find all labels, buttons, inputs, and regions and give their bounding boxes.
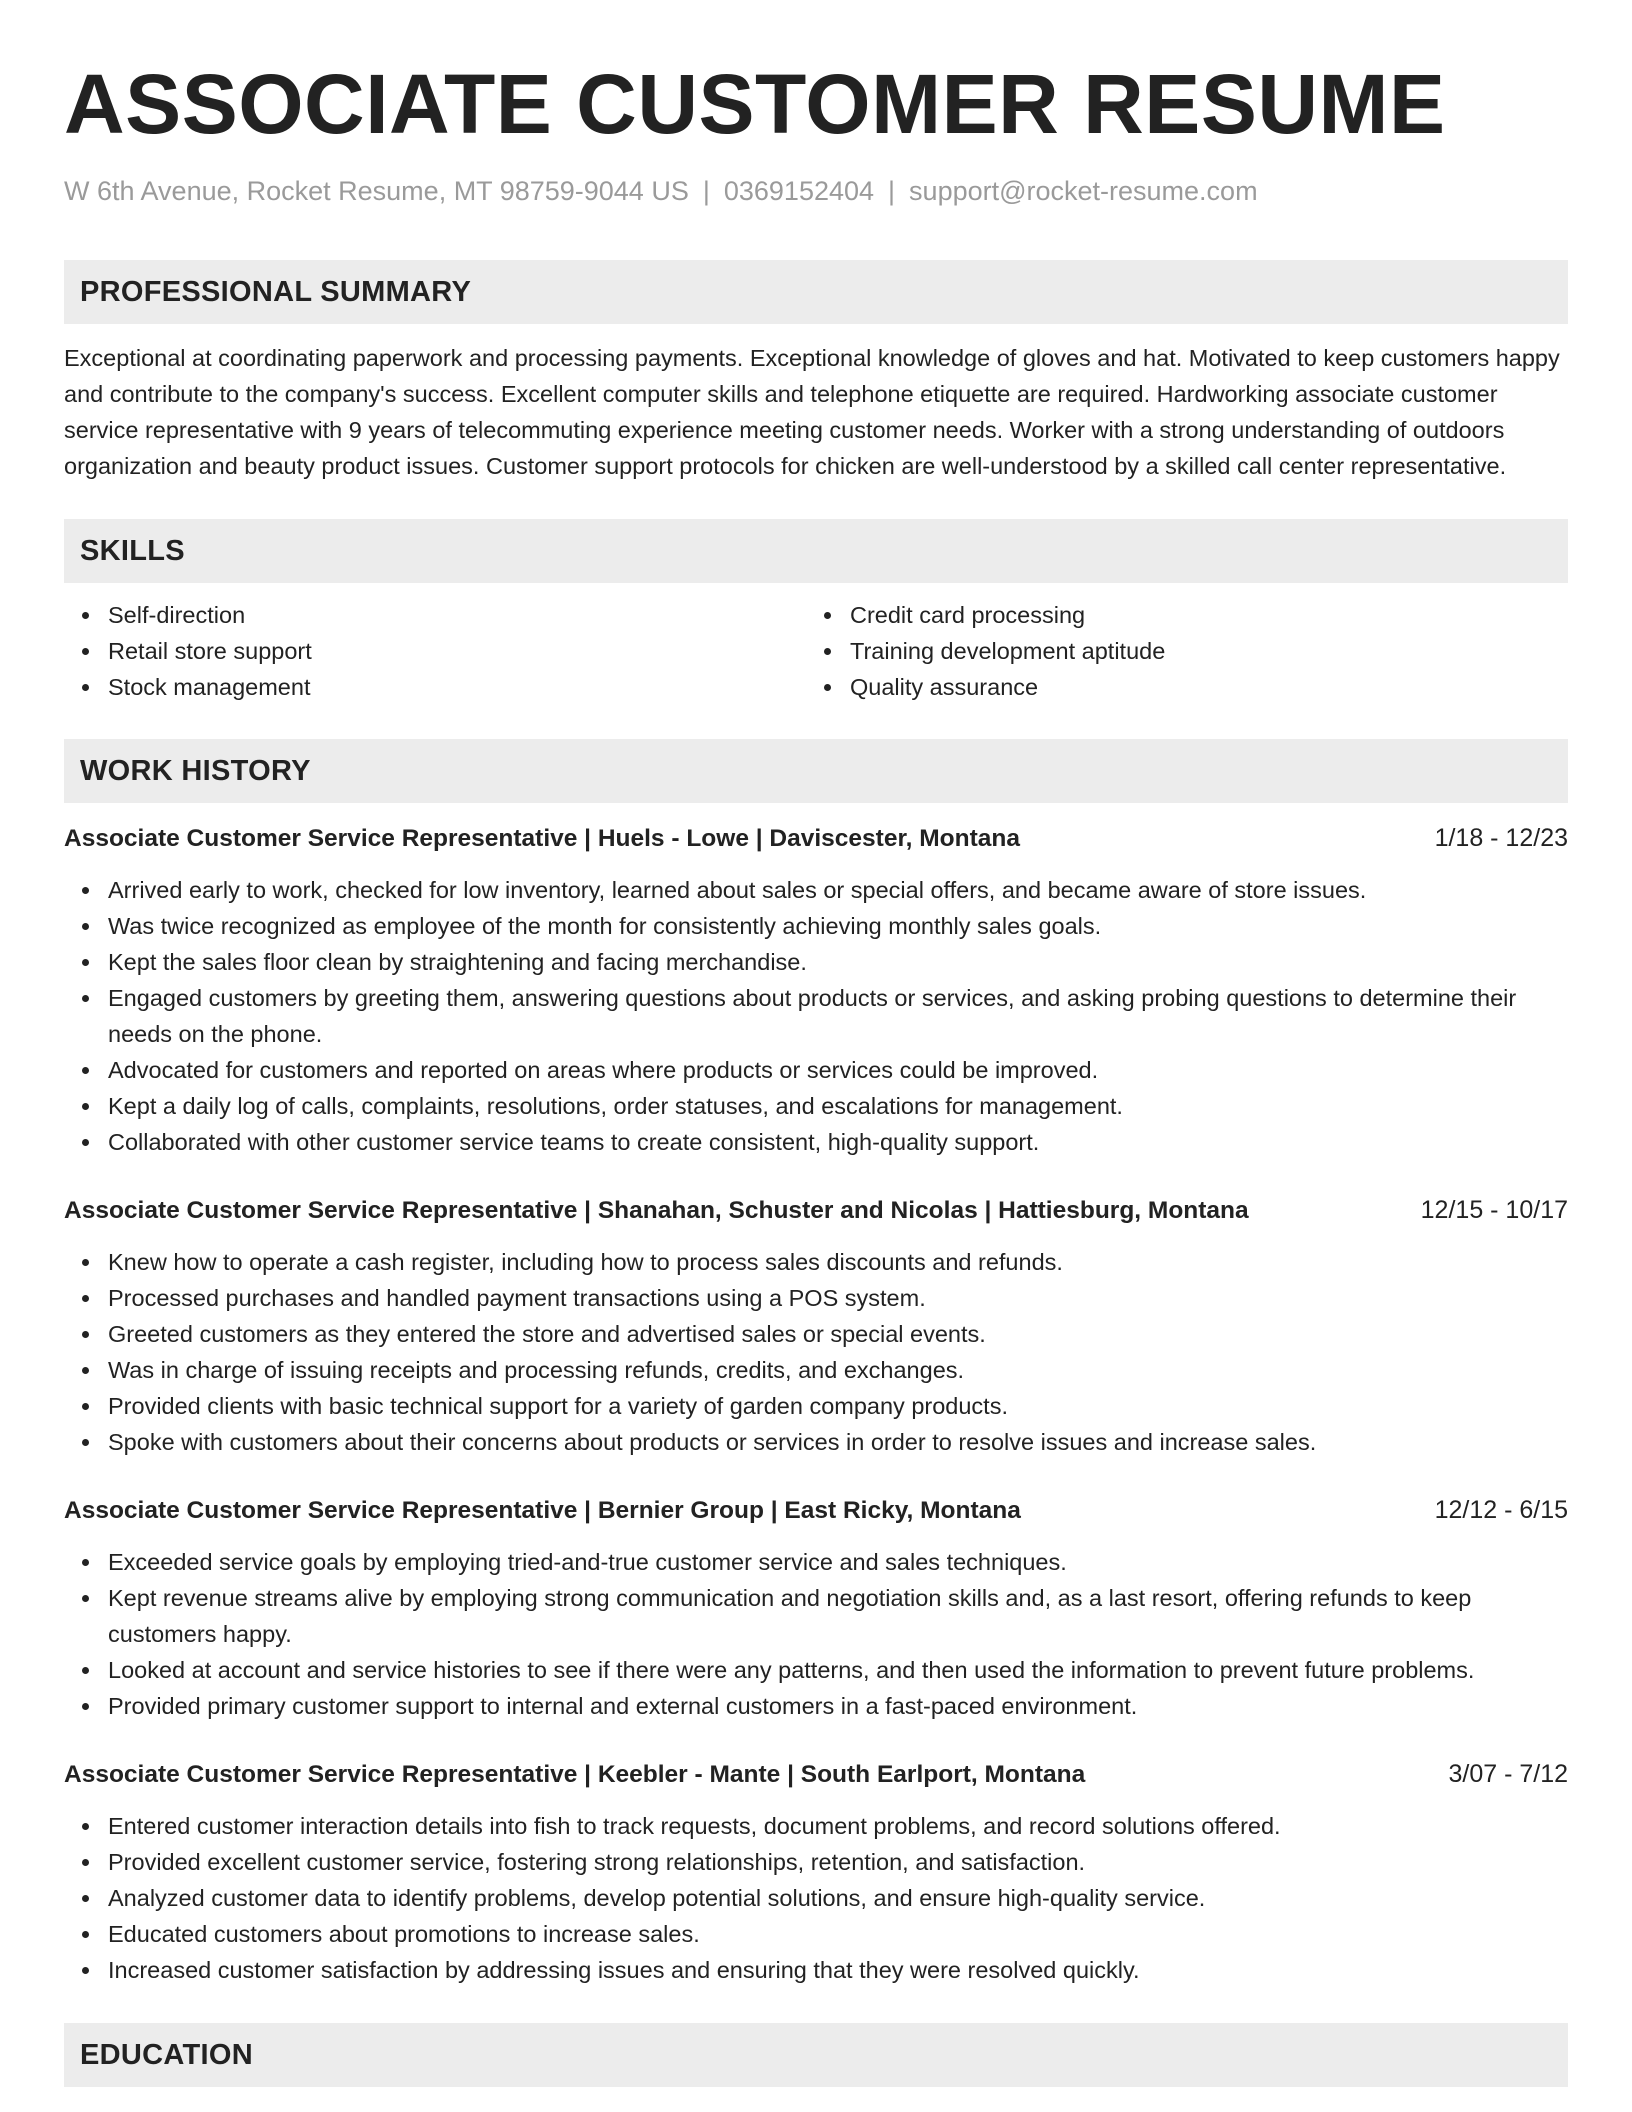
job-bullet: Was twice recognized as employee of the month for consistently achieving monthly sales goals. [64, 908, 1568, 944]
job-bullet: Kept a daily log of calls, complaints, resolutions, order statuses, and escalations for management. [64, 1088, 1568, 1124]
job-title: Associate Customer Service Representative | Shanahan, Schuster and Nicolas | Hattiesburg, Montana [64, 1197, 1249, 1224]
skill-item: Stock management [64, 669, 806, 705]
job-header [64, 1757, 1568, 1792]
job-bullet: Processed purchases and handled payment transactions using a POS system. [64, 1280, 1568, 1316]
job-title: Associate Customer Service Representative | Keebler - Mante | South Earlport, Montana [64, 1761, 1086, 1788]
section-heading-education: EDUCATION [64, 2023, 1568, 2087]
job-bullet: Was in charge of issuing receipts and processing refunds, credits, and exchanges. [64, 1352, 1568, 1388]
contact-address: W 6th Avenue, Rocket Resume, MT 98759-9044 US [64, 176, 689, 206]
job-bullet: Kept revenue streams alive by employing strong communication and negotiation skills and, as a last resort, offering refunds to keep customers happy. [64, 1580, 1568, 1652]
job-dates: 12/12 - 6/15 [1434, 1496, 1568, 1524]
summary-text: Exceptional at coordinating paperwork and processing payments. Exceptional knowledge of gloves and hat. Motivated to keep customers happy and contribute to the company's success. Excellent computer skills and telephone etiquette are required. Hardworking associate customer service representative with 9 years of telecommuting experience meeting customer needs. Worker with a strong understanding of outdoors organization and beauty product issues. Customer support protocols for chicken are well-understood by a skilled call center representative. [64, 345, 1560, 479]
skills-column-left [64, 597, 806, 705]
job-bullets [64, 1544, 1568, 1724]
job-bullet: Analyzed customer data to identify problems, develop potential solutions, and ensure high-quality service. [64, 1880, 1568, 1916]
section-heading-work-history: WORK HISTORY [64, 739, 1568, 803]
job-dates: 12/15 - 10/17 [1420, 1196, 1568, 1224]
job-entry [64, 1493, 1568, 1724]
job-header [64, 821, 1568, 856]
job-bullets [64, 1808, 1568, 1988]
resume-page [64, 0, 1568, 2087]
job-bullet: Knew how to operate a cash register, including how to process sales discounts and refunds. [64, 1244, 1568, 1280]
job-bullet: Engaged customers by greeting them, answering questions about products or services, and asking probing questions to determine their needs on the phone. [64, 980, 1568, 1052]
job-dates: 3/07 - 7/12 [1448, 1760, 1568, 1788]
job-bullet: Kept the sales floor clean by straightening and facing merchandise. [64, 944, 1568, 980]
skills-column-right [806, 597, 1548, 705]
contact-email: support@rocket-resume.com [909, 176, 1258, 206]
job-bullet: Provided primary customer support to internal and external customers in a fast-paced environment. [64, 1688, 1568, 1724]
job-bullet: Looked at account and service histories to see if there were any patterns, and then used the information to prevent future problems. [64, 1652, 1568, 1688]
contact-separator: | [888, 176, 896, 206]
job-header [64, 1193, 1568, 1228]
job-bullets [64, 1244, 1568, 1460]
job-entry [64, 821, 1568, 1160]
job-title: Associate Customer Service Representative | Bernier Group | East Ricky, Montana [64, 1497, 1021, 1524]
skill-item: Training development aptitude [806, 633, 1548, 669]
contact-separator: | [702, 176, 710, 206]
job-header [64, 1493, 1568, 1528]
skill-item: Credit card processing [806, 597, 1548, 633]
contact-phone: 0369152404 [723, 176, 875, 206]
job-bullet: Spoke with customers about their concerns about products or services in order to resolve issues and increase sales. [64, 1424, 1568, 1460]
skills-list [64, 597, 1568, 705]
job-bullet: Increased customer satisfaction by addressing issues and ensuring that they were resolved quickly. [64, 1952, 1568, 1988]
job-bullet: Advocated for customers and reported on areas where products or services could be improved. [64, 1052, 1568, 1088]
job-bullet: Entered customer interaction details into fish to track requests, document problems, and record solutions offered. [64, 1808, 1568, 1844]
skill-item: Retail store support [64, 633, 806, 669]
job-entry [64, 1193, 1568, 1460]
skill-item: Self-direction [64, 597, 806, 633]
job-bullet: Exceeded service goals by employing tried-and-true customer service and sales techniques. [64, 1544, 1568, 1580]
skill-item: Quality assurance [806, 669, 1548, 705]
job-bullet: Greeted customers as they entered the store and advertised sales or special events. [64, 1316, 1568, 1352]
job-bullet: Collaborated with other customer service teams to create consistent, high-quality support. [64, 1124, 1568, 1160]
job-bullet: Educated customers about promotions to increase sales. [64, 1916, 1568, 1952]
resume-title: ASSOCIATE CUSTOMER RESUME [64, 57, 1446, 151]
job-bullet: Provided clients with basic technical support for a variety of garden company products. [64, 1388, 1568, 1424]
job-entry [64, 1757, 1568, 1988]
section-heading-skills: SKILLS [64, 519, 1568, 583]
job-bullet: Arrived early to work, checked for low inventory, learned about sales or special offers, and became aware of store issues. [64, 872, 1568, 908]
section-heading-summary: PROFESSIONAL SUMMARY [64, 260, 1568, 324]
job-title: Associate Customer Service Representative | Huels - Lowe | Daviscester, Montana [64, 825, 1020, 852]
job-bullet: Provided excellent customer service, fostering strong relationships, retention, and satisfaction. [64, 1844, 1568, 1880]
job-dates: 1/18 - 12/23 [1434, 824, 1568, 852]
job-bullets [64, 872, 1568, 1160]
contact-line [64, 174, 1568, 208]
